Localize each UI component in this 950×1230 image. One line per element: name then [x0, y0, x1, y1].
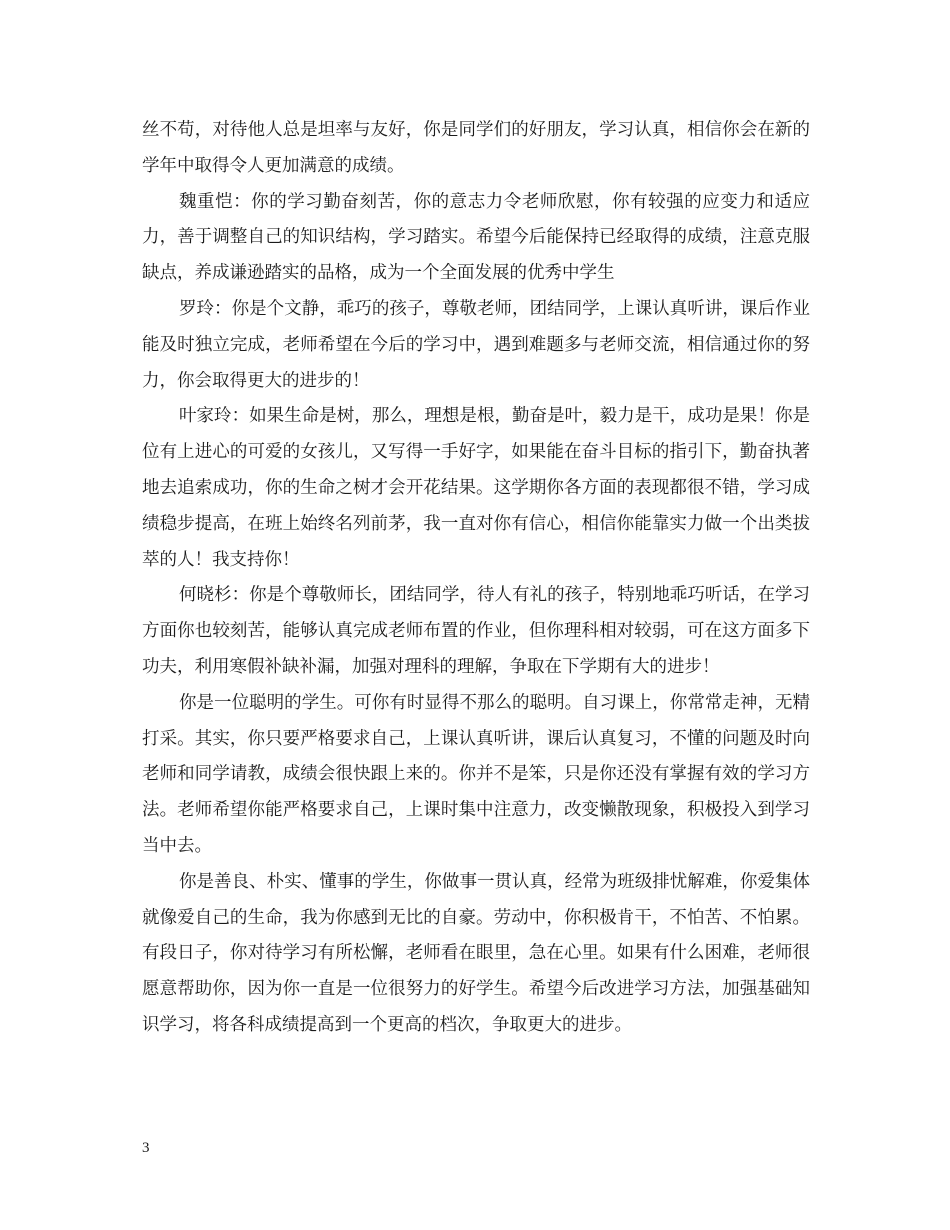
paragraph-comment-wei-zhongkai: 魏重恺：你的学习勤奋刻苦，你的意志力令老师欣慰，你有较强的应变力和适应力，善于调整自己的知识结构，学习踏实。希望今后能保持已经取得的成绩，注意克服缺点，养成谦逊踏实的品格，成为一个全面发展的优秀中学生: [142, 191, 810, 284]
paragraph-comment-ye-jialing: 叶家玲：如果生命是树，那么，理想是根，勤奋是叶，毅力是干，成功是果！你是位有上进心的可爱的女孩儿，又写得一手好字，如果能在奋斗目标的指引下，勤奋执著地去追索成功，你的生命之树才会开花结果。这学期你各方面的表现都很不错，学习成绩稳步提高，在班上始终名列前茅，我一直对你有信心，相信你能靠实力做一个出类拔萃的人！我支持你！: [142, 406, 810, 570]
paragraph-comment-smart-student: 你是一位聪明的学生。可你有时显得不那么的聪明。自习课上，你常常走神，无精打采。其实，你只要严格要求自己，上课认真听讲，课后认真复习，不懂的问题及时向老师和同学请教，成绩会很快跟上来的。你并不是笨，只是你还没有掌握有效的学习方法。老师希望你能严格要求自己，上课时集中注意力，改变懒散现象，积极投入到学习当中去。: [142, 692, 810, 856]
paragraph-comment-luo-ling: 罗玲：你是个文静，乖巧的孩子，尊敬老师，团结同学，上课认真听讲，课后作业能及时独立完成，老师希望在今后的学习中，遇到难题多与老师交流，相信通过你的努力，你会取得更大的进步的！: [142, 298, 810, 391]
paragraph-comment-he-xiaoshan: 何晓杉：你是个尊敬师长，团结同学，待人有礼的孩子，特别地乖巧听话，在学习方面你也较刻苦，能够认真完成老师布置的作业，但你理科相对较弱，可在这方面多下功夫，利用寒假补缺补漏，加强对理科的理解，争取在下学期有大的进步！: [142, 585, 810, 677]
page-number: 3: [142, 1140, 150, 1156]
paragraph-comment-kind-student: 你是善良、朴实、懂事的学生，你做事一贯认真，经常为班级排忧解难，你爱集体就像爱自己的生命，我为你感到无比的自豪。劳动中，你积极肯干，不怕苦、不怕累。有段日子，你对待学习有所松懈，老师看在眼里，急在心里。如果有什么困难，老师很愿意帮助你，因为你一直是一位很努力的好学生。希望今后改进学习方法，加强基础知识学习，将各科成绩提高到一个更高的档次，争取更大的进步。: [142, 871, 810, 1035]
document-body: [142, 113, 810, 1044]
paragraph-continuation: 丝不苟，对待他人总是坦率与友好，你是同学们的好朋友，学习认真，相信你会在新的学年中取得令人更加满意的成绩。: [142, 120, 810, 176]
